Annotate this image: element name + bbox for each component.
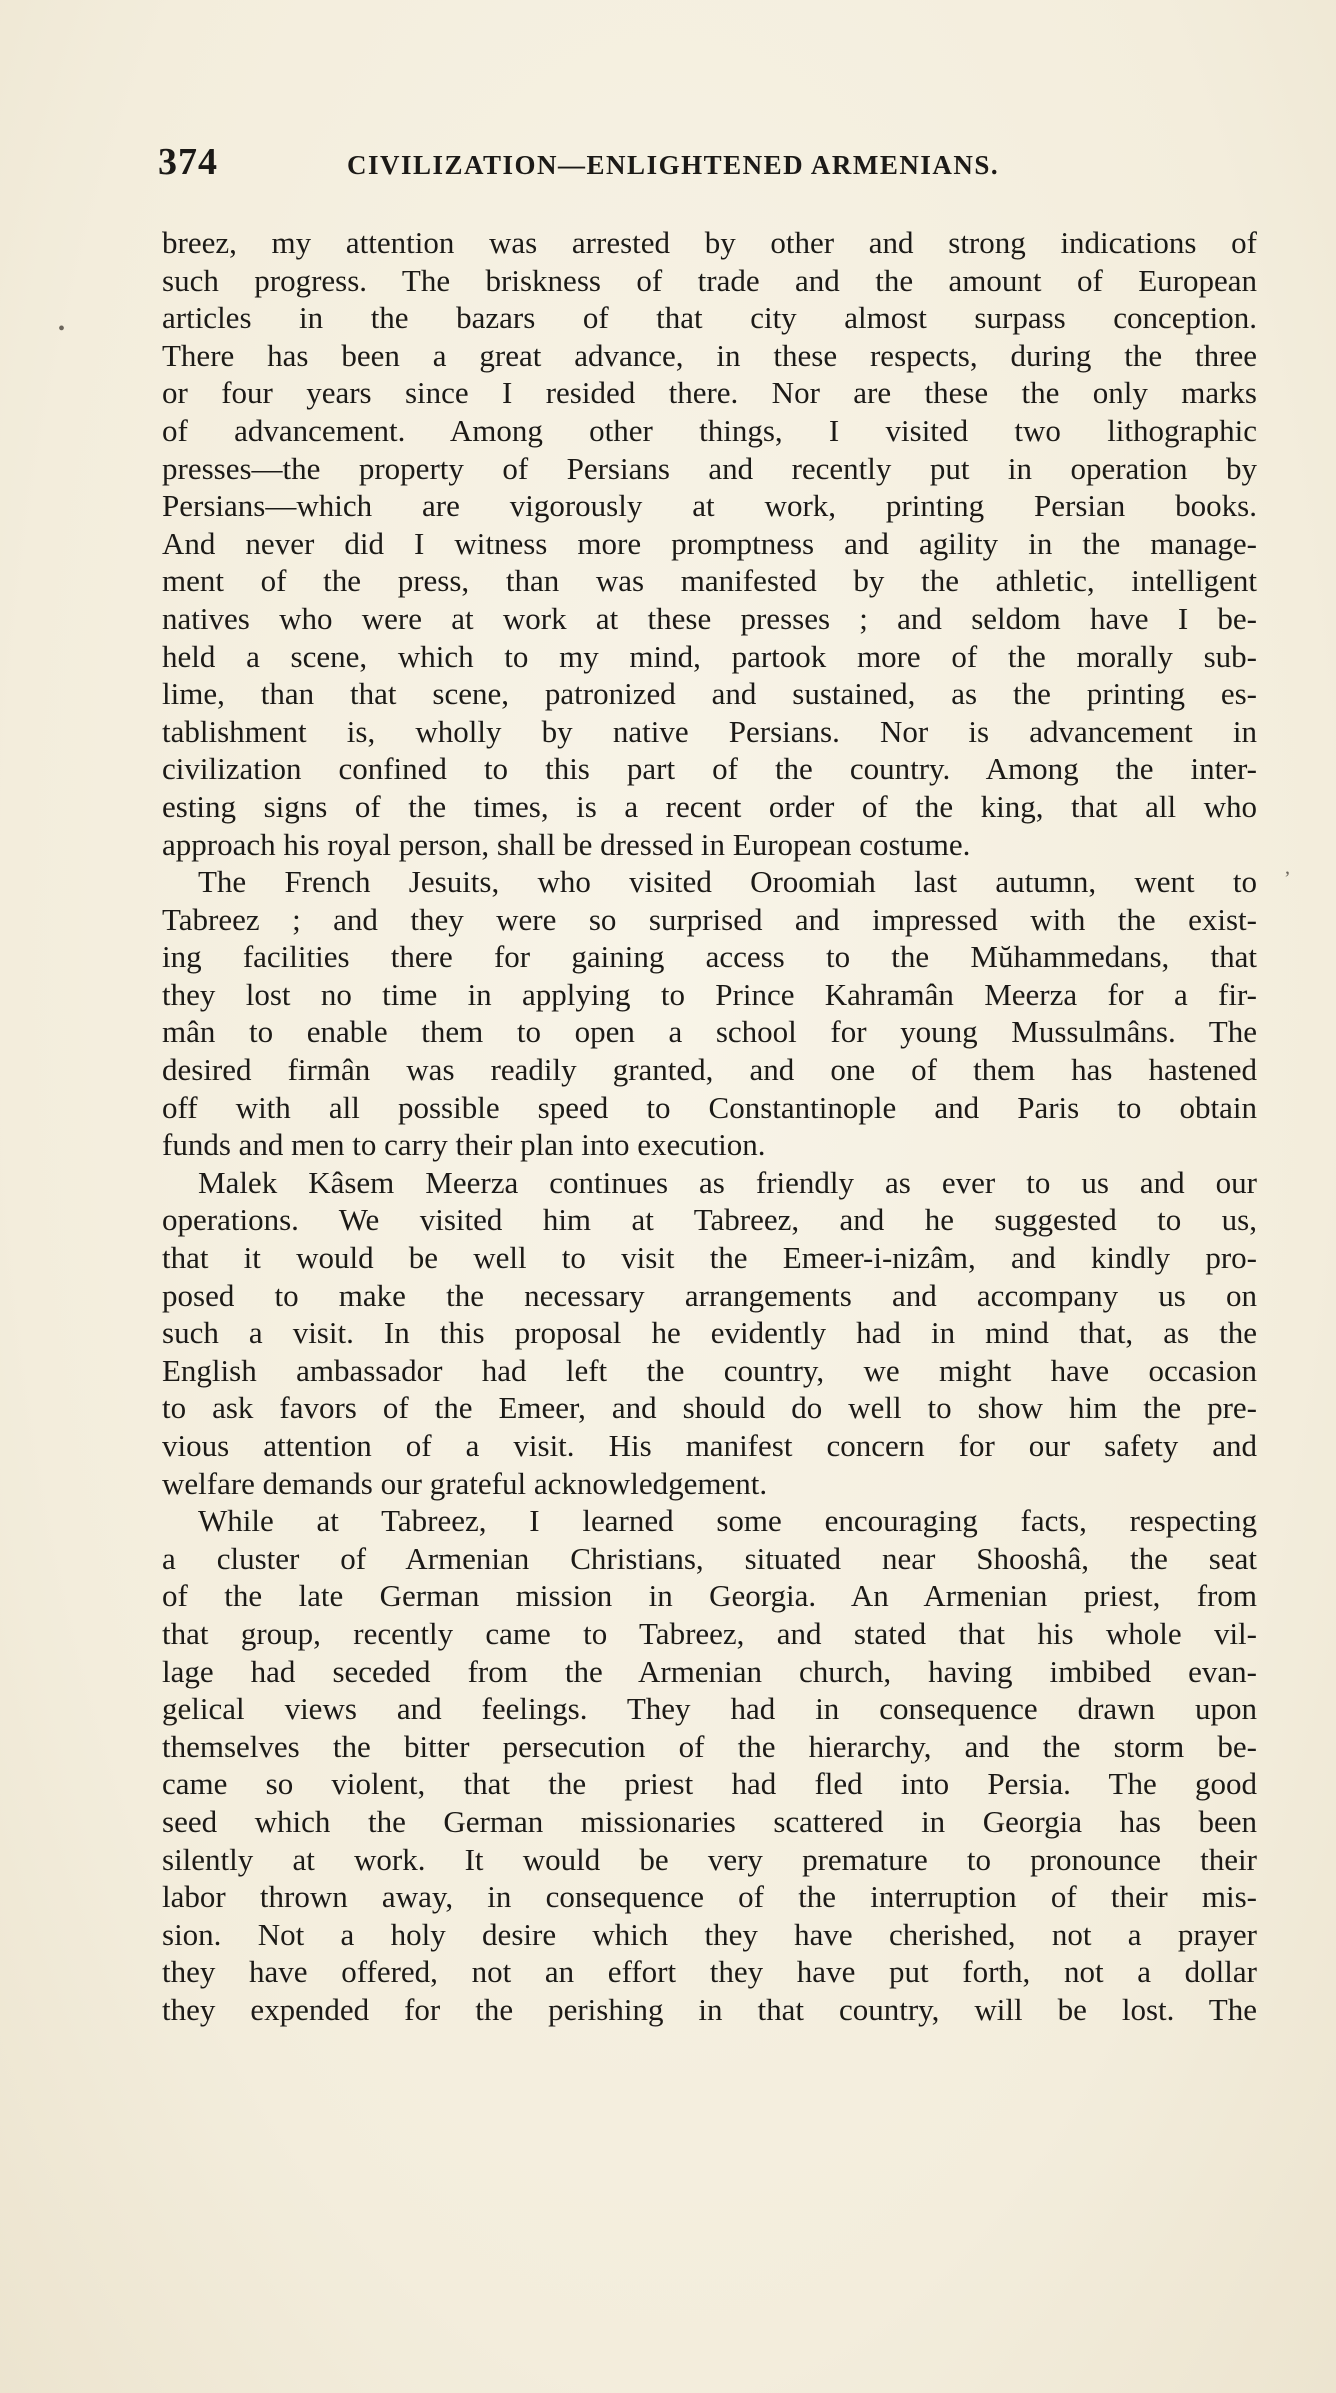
text-line: Persians—which are vigorously at work, printing Persian books. (162, 488, 1257, 524)
body-text (162, 224, 1257, 2029)
text-line: tablishment is, wholly by native Persians. Nor is advancement in (162, 713, 1257, 749)
text-line: vious attention of a visit. His manifest concern for our safety and (162, 1428, 1257, 1463)
text-line: that group, recently came to Tabreez, and stated that his whole vil- (162, 1615, 1257, 1651)
text-line: lime, than that scene, patronized and sustained, as the printing es- (162, 676, 1257, 712)
text-line: they lost no time in applying to Prince Kahramân Meerza for a fir- (162, 976, 1257, 1012)
text-line: they have offered, not an effort they have put forth, not a dollar (162, 1954, 1257, 1990)
text-line: welfare demands our grateful acknowledgement. (162, 1465, 768, 1501)
text-line: And never did I witness more promptness and agility in the manage- (162, 525, 1257, 561)
text-line: such progress. The briskness of trade and the amount of European (162, 262, 1257, 298)
text-line: themselves the bitter persecution of the hierarchy, and the storm be- (162, 1728, 1257, 1764)
text-line: presses—the property of Persians and recently put in operation by (162, 450, 1257, 486)
text-line: approach his royal person, shall be dressed in European costume. (162, 826, 971, 862)
running-head (158, 140, 1258, 190)
text-line: held a scene, which to my mind, partook more of the morally sub- (162, 638, 1257, 674)
text-line: articles in the bazars of that city almost surpass conception. (162, 300, 1257, 336)
margin-tick-mark: ʼ (1284, 868, 1291, 890)
text-line: of the late German mission in Georgia. An Armenian priest, from (162, 1578, 1257, 1614)
text-line: of advancement. Among other things, I visited two lithographic (162, 412, 1257, 448)
text-line: Tabreez ; and they were so surprised and impressed with the exist- (162, 901, 1257, 937)
text-line: came so violent, that the priest had fled into Persia. The good (162, 1766, 1257, 1802)
text-line: There has been a great advance, in these respects, during the three (162, 337, 1257, 373)
text-line: they expended for the perishing in that country, will be lost. The (162, 1991, 1257, 2027)
text-line: a cluster of Armenian Christians, situated near Shooshâ, the seat (162, 1540, 1257, 1576)
text-line: esting signs of the times, is a recent order of the king, that all who (162, 788, 1257, 824)
text-line: ment of the press, than was manifested by the athletic, intelligent (162, 563, 1257, 599)
text-line: breez, my attention was arrested by other and strong indications of (162, 225, 1257, 260)
text-line: such a visit. In this proposal he evidently had in mind that, as the (162, 1315, 1257, 1351)
text-line: or four years since I resided there. Nor are these the only marks (162, 375, 1257, 411)
page-number: 374 (158, 141, 218, 183)
text-line: funds and men to carry their plan into execution. (162, 1127, 766, 1163)
text-line: While at Tabreez, I learned some encouraging facts, respecting (198, 1503, 1257, 1539)
text-line: Malek Kâsem Meerza continues as friendly as ever to us and our (198, 1164, 1257, 1200)
text-line: gelical views and feelings. They had in consequence drawn upon (162, 1691, 1257, 1727)
text-line: that it would be well to visit the Emeer-i-nizâm, and kindly pro- (162, 1240, 1257, 1276)
text-line: English ambassador had left the country, we might have occasion (162, 1352, 1257, 1388)
text-line: lage had seceded from the Armenian church, having imbibed evan- (162, 1653, 1257, 1689)
text-line: ing facilities there for gaining access to the Mŭhammedans, that (162, 939, 1257, 975)
text-line: labor thrown away, in consequence of the interruption of their mis- (162, 1879, 1257, 1915)
text-line: silently at work. It would be very premature to pronounce their (162, 1841, 1257, 1877)
text-line: seed which the German missionaries scattered in Georgia has been (162, 1803, 1257, 1839)
margin-dot-mark: • (58, 318, 66, 340)
text-line: mân to enable them to open a school for young Mussulmâns. The (162, 1014, 1257, 1050)
text-line: operations. We visited him at Tabreez, and he suggested to us, (162, 1202, 1257, 1238)
text-line: The French Jesuits, who visited Oroomiah last autumn, went to (198, 864, 1257, 900)
text-line: off with all possible speed to Constantinople and Paris to obtain (162, 1089, 1257, 1125)
text-line: posed to make the necessary arrangements and accompany us on (162, 1277, 1257, 1313)
text-line: civilization confined to this part of the country. Among the inter- (162, 751, 1257, 787)
text-line: sion. Not a holy desire which they have cherished, not a prayer (162, 1916, 1257, 1952)
text-line: to ask favors of the Emeer, and should do well to show him the pre- (162, 1390, 1257, 1426)
running-title: CIVILIZATION—ENLIGHTENED ARMENIANS. (347, 150, 1000, 180)
text-line: natives who were at work at these presses ; and seldom have I be- (162, 600, 1257, 636)
text-line: desired firmân was readily granted, and one of them has hastened (162, 1052, 1257, 1088)
